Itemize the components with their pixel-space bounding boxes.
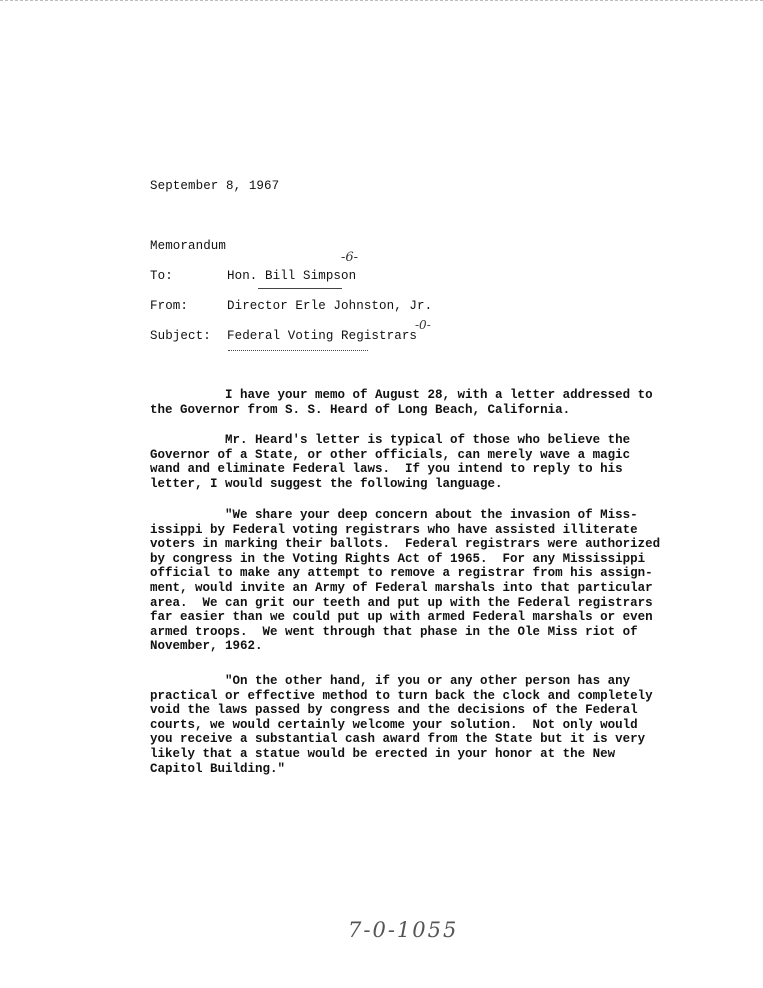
subject-label: Subject: — [150, 329, 211, 343]
from-sender: Director Erle Johnston, Jr. — [227, 299, 433, 313]
memo-date: September 8, 1967 — [150, 179, 280, 193]
page-top-edge — [0, 0, 763, 1]
subject-underline — [228, 350, 368, 351]
memo-type-label: Memorandum — [150, 239, 227, 253]
from-label: From: — [150, 299, 189, 313]
body-paragraph: "On the other hand, if you or any other person has any practical or effective method to turn back the clock and completely void the laws passed by congress and the decisions of the Federal courts, we would certainly welcome your solution. Not only would you receive a substantial cash award from the State but it is very likely that a statue would be erected in your honor at the New Capitol Building." — [150, 674, 653, 776]
to-recipient: Hon. Bill Simpson — [227, 269, 357, 283]
subject-value: Federal Voting Registrars — [227, 329, 418, 343]
handwritten-mark: -0- — [415, 318, 431, 332]
body-paragraph: Mr. Heard's letter is typical of those who believe the Governor of a State, or other officials, can merely wave a magic wand and eliminate Federal laws. If you intend to reply to his letter, I would suggest the following language. — [150, 433, 631, 491]
body-paragraph: I have your memo of August 28, with a letter addressed to the Governor from S. S. Heard of Long Beach, California. — [150, 388, 653, 417]
handwritten-file-number: 7-0-1055 — [348, 918, 459, 942]
handwritten-mark: -6- — [341, 250, 359, 265]
recipient-underline — [258, 288, 342, 289]
body-paragraph: "We share your deep concern about the invasion of Miss- issippi by Federal voting registrars who have assisted illiterate voters in marking their ballots. Federal registrars were authorized by congress in the Voting Rights Act of 1965. For any Mississippi official to make any attempt to remove a registrar from his assign- ment, would invite an Army of Federal marshals into that particular area. We can grit our teeth and put up with the Federal registrars far easier than we could put up with armed Federal marshals or even armed troops. We went through that phase in the Ole Miss riot of November, 1962. — [150, 508, 661, 654]
to-label: To: — [150, 269, 173, 283]
